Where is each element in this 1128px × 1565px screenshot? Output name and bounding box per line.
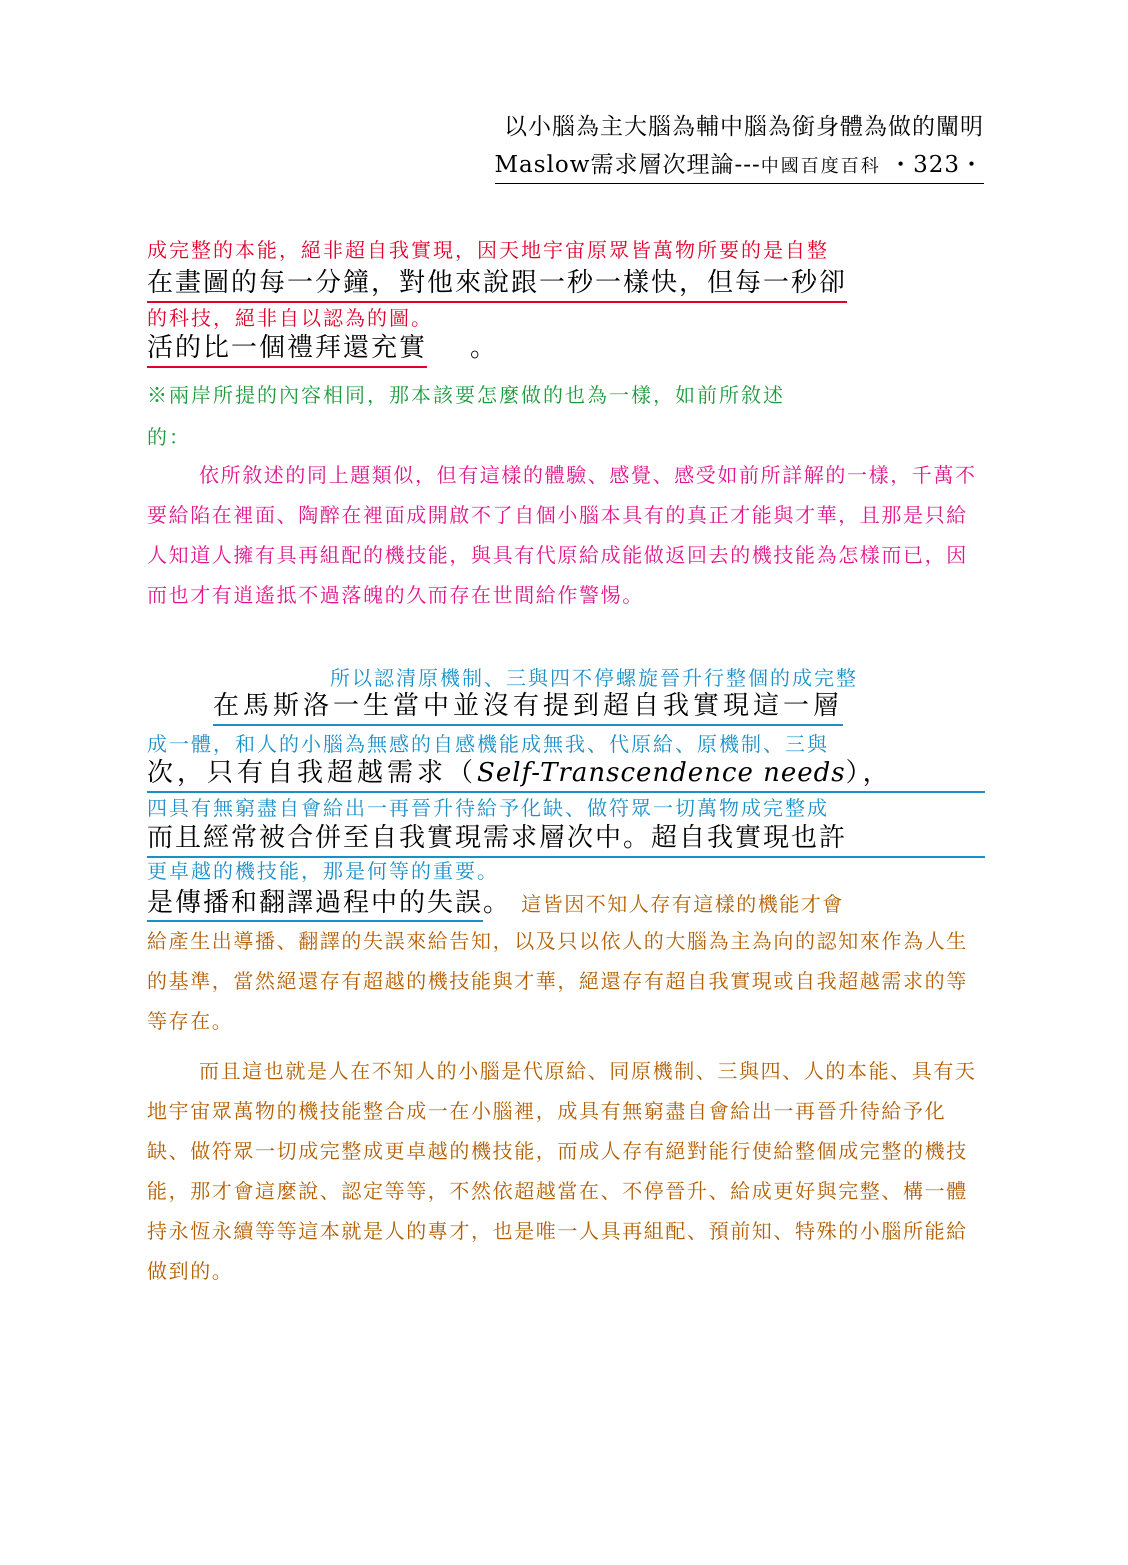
- quote-line-6: [147, 882, 844, 919]
- annotation-blue-4: 更卓越的機技能，那是何等的重要。: [147, 859, 499, 883]
- quote-line-6-text: 是傳播和翻譯過程中的失誤: [147, 888, 483, 922]
- annotation-blue-2: 成一體，和人的小腦為無感的自感機能成無我、代原給、原機制、三與: [147, 732, 829, 756]
- page-number: ・323・: [889, 152, 984, 178]
- quote-line-1: 在畫圖的每一分鐘，對他來說跟一秒一樣快，但每一秒卻: [147, 262, 847, 303]
- quote-line-5: 而且經常被合併至自我實現需求層次中。超自我實現也許: [147, 817, 985, 858]
- header-source: 中國百度百科: [760, 156, 881, 177]
- header-topic: Maslow需求層次理論---: [494, 152, 761, 178]
- quote-line-4: [147, 752, 985, 793]
- quote-line-2: [147, 327, 427, 368]
- quote-line-2-period: 。: [470, 333, 499, 363]
- header-subtitle: [495, 146, 985, 184]
- comment-start: 這皆因不知人存有這樣的機能才會: [521, 892, 844, 916]
- paragraph-1: 依所敘述的同上題類似，但有這樣的體驗、感覺、感受如前所詳解的一樣，千萬不要給陷在裡面、陶醉在裡面成開啟不了自個小腦本具有的真正才能與才華，且那是只給人知道人擁有具再組配的機技能，與具有代原給成能做返回去的機技能為怎樣而已，因而也才有逍遙抵不過落魄的久而存在世間給作警惕。: [147, 463, 977, 607]
- quote-line-4-a: 次，只有自我超越需求（: [147, 758, 478, 788]
- note-line-2: 的：: [147, 425, 191, 449]
- header-title: 以小腦為主大腦為輔中腦為銜身體為做的闡明: [504, 114, 984, 140]
- quote-line-3: 在馬斯洛一生當中並沒有提到超自我實現這一層: [213, 685, 843, 726]
- annotation-red-1: 成完整的本能，絕非超自我實現，因天地宇宙原眾皆萬物所要的是自整: [147, 238, 829, 262]
- quote-line-4-b: ），: [845, 758, 893, 788]
- paragraph-3: 而且這也就是人在不知人的小腦是代原給、同原機制、三與四、人的本能、具有天地宇宙眾萬物的機技能整合成一在小腦裡，成具有無窮盡自會給出一再晉升待給予化缺、做符眾一切成完整成更卓越的機技能，而成人存有絕對能行使給整個成完整的機技能，那才會這麼說、認定等等，不然依超越當在、不停晉升、給成更好與完整、構一體持永恆永續等等這本就是人的專才，也是唯一人具再組配、預前知、特殊的小腦所能給做到的。: [147, 1059, 977, 1283]
- note-line-1: ※兩岸所提的內容相同，那本該要怎麼做的也為一樣，如前所敘述: [147, 383, 785, 407]
- annotation-blue-1: 所以認清原機制、三與四不停螺旋晉升行整個的成完整: [330, 666, 858, 690]
- quote-line-6-period: 。: [483, 888, 512, 918]
- annotation-red-2: 的科技，絕非自以認為的圖。: [147, 306, 433, 330]
- annotation-blue-3: 四具有無窮盡自會給出一再晉升待給予化缺、做符眾一切萬物成完整成: [147, 796, 829, 820]
- paragraph-2: 給產生出導播、翻譯的失誤來給告知，以及只以依人的大腦為主為向的認知來作為人生的基準，當然絕還存有超越的機技能與才華，絕還存有超自我實現或自我超越需求的等等存在。: [147, 929, 968, 1033]
- quote-line-2-text: 活的比一個禮拜還充實: [147, 333, 428, 363]
- quote-english-term: Self-Transcendence needs: [477, 758, 846, 788]
